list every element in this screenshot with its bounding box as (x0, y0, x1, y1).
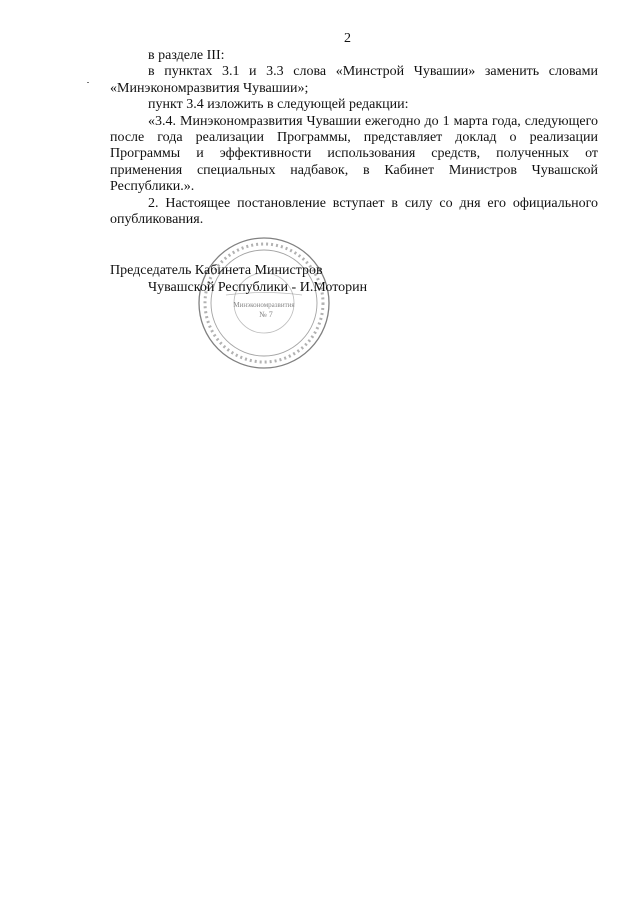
paragraph-clause-3-4: «3.4. Минэкономразвития Чувашии ежегодно до 1 марта года, следующего после года реализации Программы, представляет доклад о реализации Программы и эффективности использования средств, полученных от применения специальных надбавок, в Кабинет Министров Чувашской Республики.». (110, 113, 598, 195)
paragraph-replace-words: в пунктах 3.1 и 3.3 слова «Минстрой Чувашии» заменить словами «Минэкономразвития Чувашии»; (110, 64, 598, 96)
signature-block (110, 262, 367, 296)
signature-name: Чувашской Республики - И.Моторин (148, 280, 368, 295)
paragraph-effective-date: 2. Настоящее постановление вступает в силу со дня его официального опубликования. (110, 195, 598, 228)
official-seal-stamp (196, 235, 332, 371)
svg-text:Минэкономразвития: Минэкономразвития (233, 301, 295, 309)
paragraph-new-edition: пункт 3.4 изложить в следующей редакции: (148, 97, 409, 113)
paragraph-section-ref: в разделе III: (148, 48, 225, 63)
document-body (110, 48, 598, 228)
svg-text:№ 7: № 7 (259, 310, 273, 319)
page-number: 2 (344, 31, 351, 46)
signature-title: Председатель Кабинета Министров (110, 263, 323, 278)
scan-speck (87, 82, 89, 83)
